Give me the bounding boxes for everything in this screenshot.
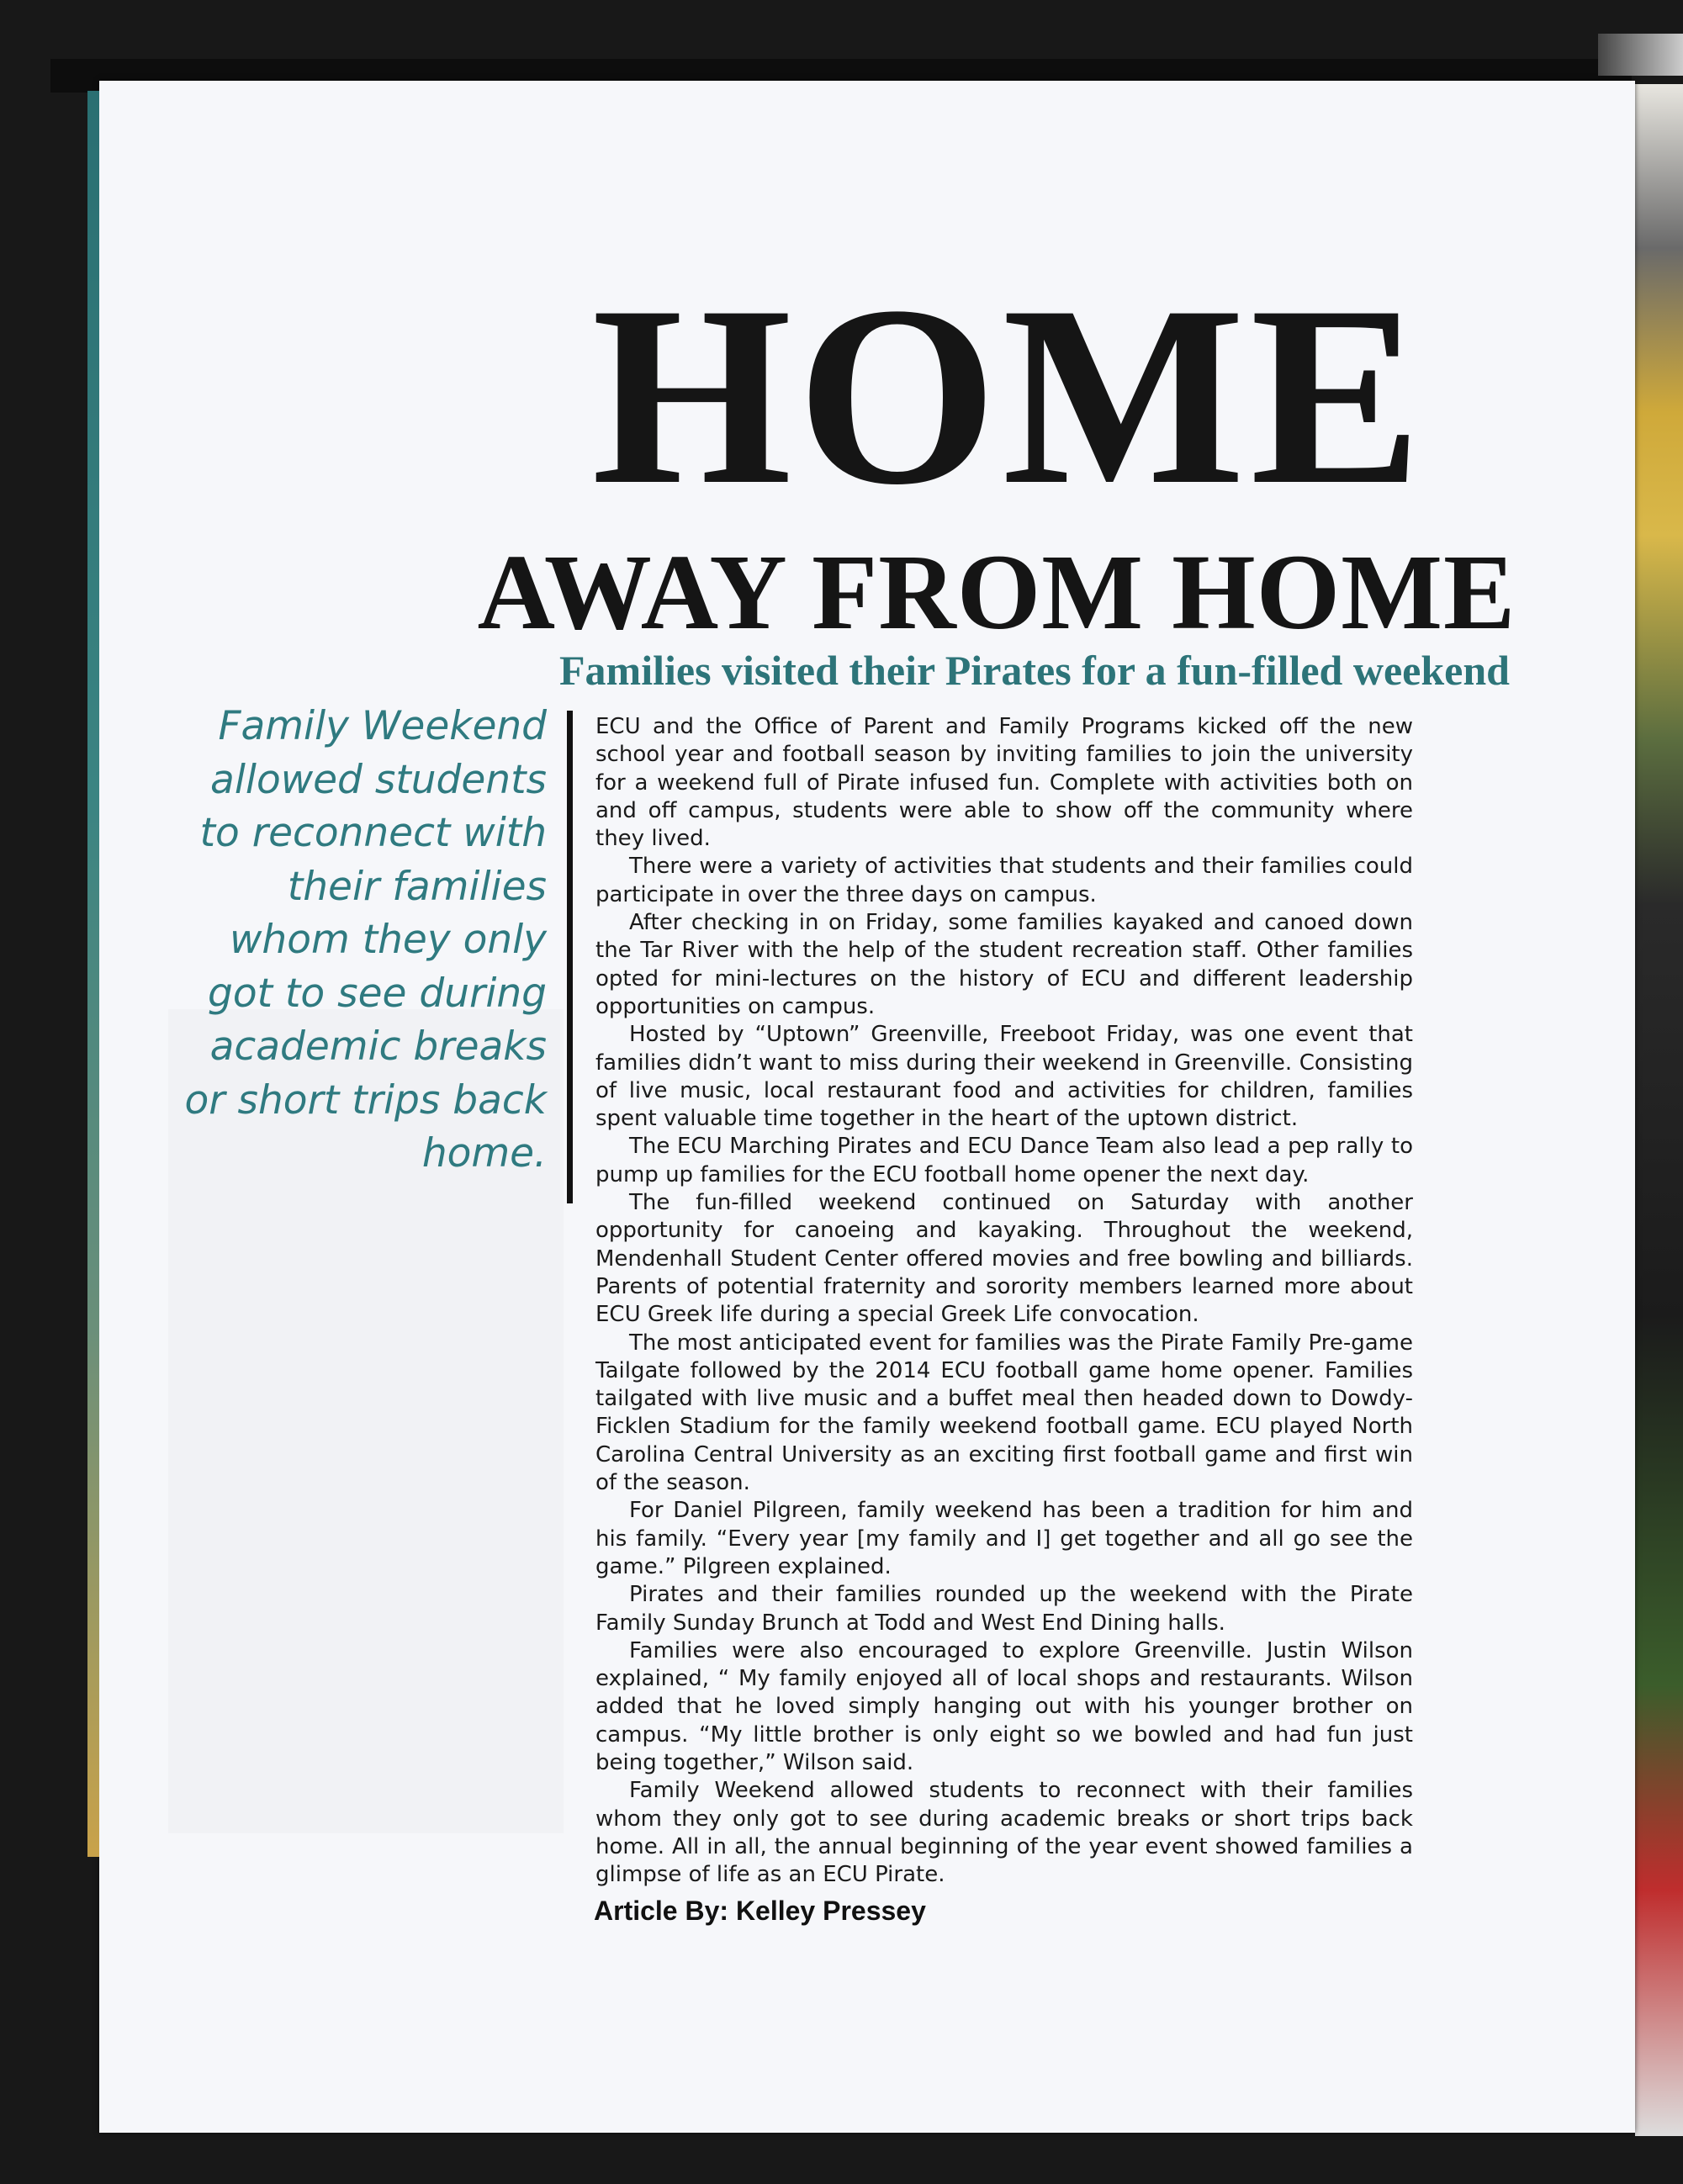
article-paragraph: Hosted by “Uptown” Greenville, Freeboot Friday, was one event that families didn’t want to miss during their weekend in Greenville. Consisting of live music, local restaurant food and activities for children, families spent valuable time together in the heart of the uptown district. — [595, 1022, 1413, 1132]
book-spine-edge — [1598, 34, 1683, 76]
headline-secondary: AWAY FROM HOME — [477, 532, 1516, 652]
article-paragraph: The most anticipated event for families was the Pirate Family Pre-game Tailgate followed by the 2014 ECU football game home opener. Families tailgated with live music and a buffet meal then headed down to Dowdy-Ficklen Stadium for the family weekend football game. ECU played North Carolina Central University as an exciting first football game and first win of the season. — [595, 1330, 1413, 1496]
article-paragraph: The fun-filled weekend continued on Saturday with another opportunity for canoeing and kayaking. Throughout the weekend, Mendenhall Student Center offered movies and free bowling and billiards. Parents of potential fraternity and sorority members learned more about ECU Greek life during a special Greek Life convocation. — [595, 1190, 1413, 1328]
article-paragraph: For Daniel Pilgreen, family weekend has been a tradition for him and his family. “Every year [my family and I] get together and all go see the game.” Pilgreen explained. — [595, 1498, 1413, 1579]
pull-quote: Family Weekend allowed students to reconnect with their families whom they only got to see during academic breaks or short trips back home. — [184, 703, 547, 1177]
article-paragraph: The ECU Marching Pirates and ECU Dance Team also lead a pep rally to pump up families for the ECU football home opener the next day. — [595, 1134, 1413, 1187]
article-subtitle: Families visited their Pirates for a fun-filled weekend — [559, 647, 1510, 694]
article-paragraph: Families were also encouraged to explore Greenville. Justin Wilson explained, “ My family enjoyed all of local shops and restaurants. Wilson added that he loved simply hanging out with his younger brother on campus. “My little brother is only eight so we bowled and had fun just being together,” Wilson said. — [595, 1637, 1413, 1775]
article-paragraph: Family Weekend allowed students to reconnect with their families whom they only got to see during academic breaks or short trips back home. All in all, the annual beginning of the year event showed families a glimpse of life as an ECU Pirate. — [595, 1778, 1413, 1888]
article-paragraph: After checking in on Friday, some families kayaked and canoed down the Tar River with the help of the student recreation staff. Other families opted for mini-lectures on the history of ECU and different leadership opportunities on campus. — [595, 910, 1413, 1019]
article-body — [595, 713, 1413, 1889]
page-color-edge — [87, 91, 99, 1857]
pull-quote-rule — [567, 711, 573, 1203]
headline-main: HOME — [591, 253, 1427, 538]
article-paragraph: ECU and the Office of Parent and Family Programs kicked off the new school year and football season by inviting families to join the university for a weekend full of Pirate infused fun. Complete with activities both on and off campus, students were able to show off the community where they lived. — [595, 714, 1413, 852]
adjacent-page-photo-edge — [1635, 84, 1683, 2136]
article-byline: Article By: Kelley Pressey — [594, 1896, 926, 1926]
article-paragraph: Pirates and their families rounded up the weekend with the Pirate Family Sunday Brunch at Todd and West End Dining halls. — [595, 1582, 1413, 1636]
article-paragraph: There were a variety of activities that students and their families could participate in over the three days on campus. — [595, 854, 1413, 907]
